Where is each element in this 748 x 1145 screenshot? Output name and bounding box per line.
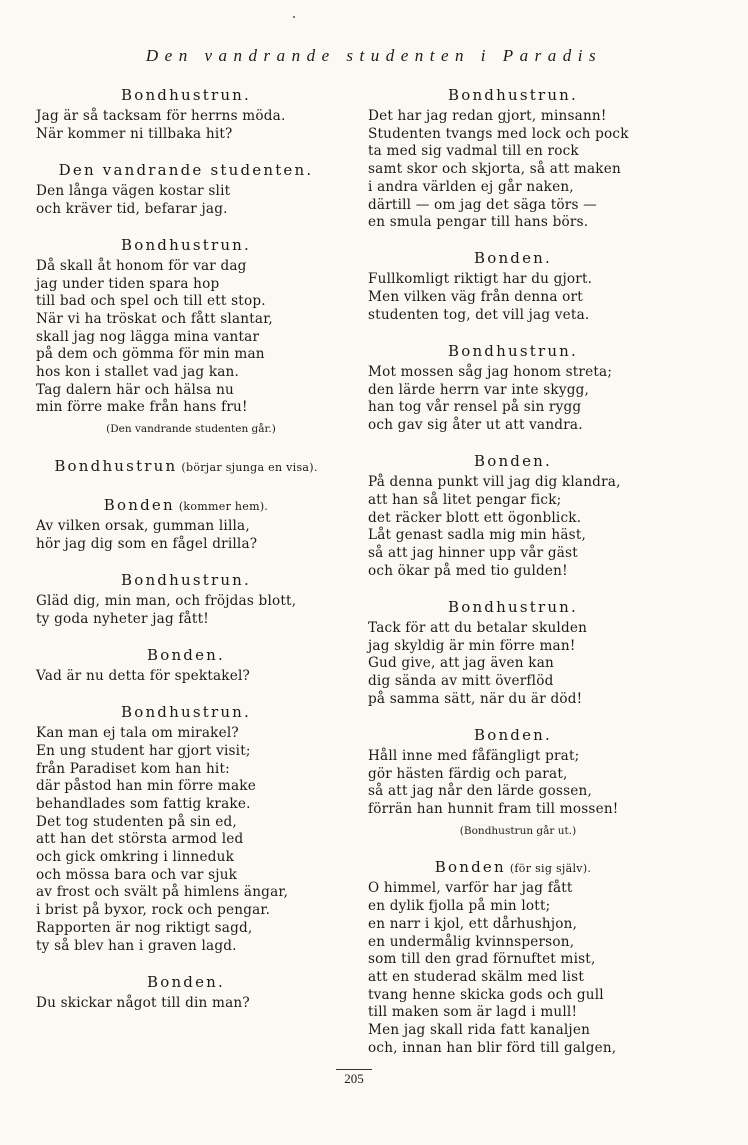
verse-line: Men vilken väg från denna ort — [368, 289, 583, 306]
stage-direction: (Den vandrande studenten går.) — [106, 423, 276, 436]
print-speck — [293, 16, 295, 18]
right-column — [368, 83, 658, 1072]
dialogue-block — [36, 970, 336, 1013]
speaker-name: Bondhustrun. — [447, 598, 579, 617]
verse-line: en dylik fjolla på min lott; — [368, 898, 551, 915]
verse-line: Kan man ej tala om mirakel? — [36, 725, 239, 742]
verse-line: Då skall åt honom för var dag — [36, 257, 247, 274]
verse-line: och gick omkring i linneduk — [36, 849, 235, 866]
verse-line: Mot mossen såg jag honom streta; — [368, 364, 613, 381]
verse-line: skall jag nog lägga mina vantar — [36, 328, 260, 345]
verse-line: i andra världen ej går naken, — [368, 178, 574, 195]
verse-line: O himmel, varför har jag fått — [368, 880, 573, 897]
speaker-heading — [36, 700, 336, 725]
verse-line: hos kon i stallet vad jag kan. — [36, 364, 240, 381]
speaker-name: Bondhustrun — [54, 456, 178, 475]
speaker-heading — [36, 970, 336, 995]
verse-line: ta med sig vadmal till en rock — [368, 143, 579, 160]
verse-line: Låt genast sadla mig min häst, — [368, 527, 587, 544]
speaker-name: Bondhustrun. — [447, 342, 579, 361]
dialogue-block — [368, 339, 658, 435]
speaker-name: Bonden. — [146, 645, 226, 664]
speaker-name: Bondhustrun. — [120, 86, 252, 104]
verse-line: en undermålig kvinnsperson, — [368, 933, 575, 950]
verse-line: Vad är nu detta för spektakel? — [36, 667, 251, 684]
verse-line: dig sända av mitt överflöd — [368, 673, 554, 690]
verse-line: ty så blev han i graven lagd. — [36, 937, 237, 954]
verse-line: av frost och svält på himlens ängar, — [36, 884, 289, 901]
speaker-heading — [36, 233, 336, 258]
dialogue-block — [36, 454, 336, 479]
speaker-name: Bonden. — [473, 249, 553, 268]
verse-line: Håll inne med fåfängligt prat; — [368, 748, 580, 765]
speaker-name: Bondhustrun. — [120, 571, 252, 590]
verse-line: en narr i kjol, ett dårhushjon, — [368, 915, 578, 932]
verse-line: När vi ha tröskat och fått slantar, — [36, 310, 273, 327]
speaker-name: Bonden — [103, 496, 175, 515]
dialogue-block — [36, 493, 336, 553]
verse-line: att han så litet pengar fick; — [368, 492, 562, 509]
verse-line: och gav sig åter ut att vandra. — [368, 417, 583, 434]
verse-line: en smula pengar till hans börs. — [368, 214, 589, 231]
dialogue-block — [36, 83, 336, 143]
verse-line: Tack för att du betalar skulden — [368, 620, 588, 637]
speaker-heading — [36, 493, 336, 518]
speaker-heading — [368, 83, 658, 108]
verse-line: behandlades som fattig krake. — [36, 795, 251, 812]
speaker-name: Bonden. — [473, 726, 553, 745]
dialogue-block — [368, 855, 658, 1057]
speaker-heading — [368, 339, 658, 364]
verse-line: jag under tiden spara hop — [36, 275, 220, 292]
speaker-name: Bondhustrun. — [447, 86, 579, 104]
speaker-heading — [368, 723, 658, 748]
speaker-heading — [368, 449, 658, 474]
verse-line: därtill — om jag det säga törs — — [368, 196, 597, 213]
verse-line: tvang henne skicka gods och gull — [368, 986, 604, 1003]
verse-line: så att jag når den lärde gossen, — [368, 783, 592, 800]
dialogue-block — [36, 700, 336, 955]
speaker-heading — [36, 568, 336, 593]
running-title: Den vandrande studenten i Paradis — [145, 46, 603, 65]
stage-note: (börjar sjunga en visa). — [181, 460, 318, 474]
speaker-heading — [368, 855, 658, 880]
dialogue-block — [368, 83, 658, 232]
verse-line: Du skickar något till din man? — [36, 994, 250, 1011]
verse-line: gör hästen färdig och parat, — [368, 765, 568, 782]
verse-line: min förre make från hans fru! — [36, 399, 248, 416]
verse-line: som till den grad förnuftet mist, — [368, 951, 596, 968]
speaker-heading — [36, 454, 336, 479]
verse-line: förrän han hunnit fram till mossen! — [368, 801, 619, 818]
verse-line: på samma sätt, när du är död! — [368, 690, 583, 707]
verse-line: han tog vår rensel på sin rygg — [368, 399, 582, 416]
speaker-heading — [36, 643, 336, 668]
dialogue-block — [368, 449, 658, 580]
verse-line: Men jag skall rida fatt kanaljen — [368, 1022, 591, 1039]
verse-line: Studenten tvangs med lock och pock — [368, 125, 629, 142]
verse-line: ty goda nyheter jag fått! — [36, 610, 209, 627]
verse-line: den lärde herrn var inte skygg, — [368, 381, 590, 398]
speaker-heading — [368, 246, 658, 271]
verse-line: och mössa bara och var sjuk — [36, 866, 238, 883]
stage-note: (kommer hem). — [178, 500, 269, 514]
stage-note: (för sig själv). — [509, 862, 592, 876]
left-column — [36, 83, 336, 1027]
verse-line: När kommer ni tillbaka hit? — [36, 125, 233, 142]
verse-line: att han det största armod led — [36, 831, 244, 848]
page-number-rule — [336, 1069, 372, 1070]
speaker-heading — [368, 595, 658, 620]
verse-line: Det har jag redan gjort, minsann! — [368, 108, 607, 124]
verse-line: En ung student har gjort visit; — [36, 742, 251, 759]
speaker-name: Bondhustrun. — [120, 703, 252, 722]
verse-line: Av vilken orsak, gumman lilla, — [36, 518, 250, 535]
verse-line: till maken som är lagd i mull! — [368, 1004, 578, 1021]
verse-line: där påstod han min förre make — [36, 778, 256, 795]
verse-line: Det tog studenten på sin ed, — [36, 813, 237, 830]
dialogue-block — [36, 233, 336, 439]
speaker-name: Bonden. — [146, 972, 226, 991]
verse-line: Jag är så tacksam för herrns möda. — [36, 108, 286, 124]
verse-line: jag skyldig är min förre man! — [368, 637, 576, 654]
stage-direction: (Bondhustrun går ut.) — [459, 824, 577, 837]
dialogue-block — [368, 246, 658, 324]
verse-line: och ökar på med tio gulden! — [368, 562, 568, 579]
dialogue-block — [368, 595, 658, 709]
verse-line: att en studerad skälm med list — [368, 968, 585, 985]
speaker-name: Bonden. — [473, 452, 553, 471]
verse-line: Tag dalern här och hälsa nu — [36, 381, 234, 398]
verse-line: Gläd dig, min man, och fröjdas blott, — [36, 593, 297, 610]
verse-line: På denna punkt vill jag dig klandra, — [368, 474, 621, 491]
verse-line: i brist på byxor, rock och pengar. — [36, 902, 271, 919]
dialogue-block — [36, 568, 336, 628]
verse-line: och, innan han blir förd till galgen, — [368, 1039, 617, 1056]
verse-line: Gud give, att jag även kan — [368, 655, 554, 672]
speaker-name: Bondhustrun. — [120, 235, 252, 254]
verse-line: samt skor och skjorta, så att maken — [368, 161, 621, 178]
speaker-heading — [36, 158, 336, 183]
verse-line: det räcker blott ett ögonblick. — [368, 509, 582, 526]
dialogue-block — [368, 723, 658, 841]
verse-line: Fullkomligt riktigt har du gjort. — [368, 271, 593, 288]
verse-line: från Paradiset kom han hit: — [36, 760, 230, 777]
verse-line: studenten tog, det vill jag veta. — [368, 306, 590, 323]
verse-line: Den långa vägen kostar slit — [36, 182, 231, 199]
verse-line: och kräver tid, befarar jag. — [36, 200, 228, 217]
speaker-heading — [36, 83, 336, 108]
dialogue-block — [36, 158, 336, 218]
verse-line: på dem och gömma för min man — [36, 346, 265, 363]
verse-line: Rapporten är nog riktigt sagd, — [36, 919, 253, 936]
verse-line: så att jag hinner upp vår gäst — [368, 545, 578, 562]
speaker-name: Den vandrande studenten. — [58, 160, 314, 179]
speaker-name: Bonden — [434, 858, 506, 877]
page-number: 205 — [344, 1071, 364, 1086]
dialogue-block — [36, 643, 336, 686]
verse-line: till bad och spel och till ett stop. — [36, 293, 266, 310]
verse-line: hör jag dig som en fågel drilla? — [36, 535, 258, 552]
